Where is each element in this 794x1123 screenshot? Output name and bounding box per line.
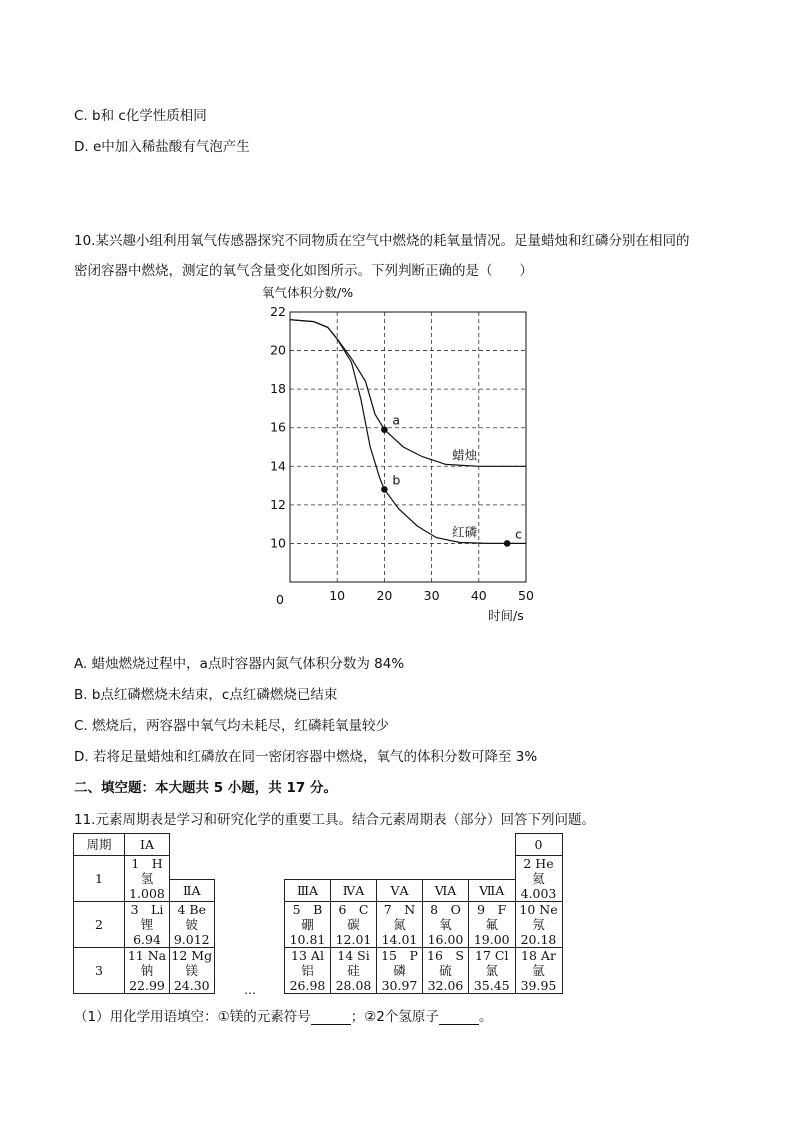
element-P: 15 P 磷 30.97 [377, 948, 423, 994]
element-Na: 11 Na 钠 22.99 [125, 948, 170, 994]
option-d-prev: D. e中加入稀盐酸有气泡产生 [74, 139, 250, 155]
q11-sub1 [74, 1005, 492, 1025]
q10-stem-line2: 密闭容器中燃烧，测定的氧气含量变化如图所示。下列判断正确的是（ ） [74, 263, 533, 279]
option-c-prev: C. b和 c化学性质相同 [74, 108, 207, 124]
group-2a-header: ⅡA [170, 880, 215, 902]
periodic-table-left [73, 833, 215, 994]
x-tick-label: 50 [518, 588, 534, 603]
element-Mg: 12 Mg 镁 24.30 [171, 948, 213, 993]
element-Cl: 17 Cl 氯 35.45 [469, 948, 516, 994]
q11-sub1-text-b: ；②2个氢原子 [350, 1009, 439, 1025]
element-N: 7 N 氮 14.01 [377, 902, 423, 948]
element-O: 8 O 氧 16.00 [423, 902, 469, 948]
q10-option-d: D. 若将足量蜡烛和红磷放在同一密闭容器中燃烧，氧气的体积分数可降至 3% [74, 749, 538, 765]
answer-blank-1[interactable] [311, 1012, 351, 1025]
point-a [381, 426, 388, 433]
group-1a-header: ⅠA [125, 834, 170, 856]
group-3a-header: ⅢA [285, 880, 331, 902]
element-B: 5 B 硼 10.81 [285, 902, 331, 948]
y-tick-label: 14 [270, 458, 286, 474]
q11-stem: 11.元素周期表是学习和研究化学的重要工具。结合元素周期表（部分）回答下列问题。 [74, 812, 595, 828]
plot-frame [290, 312, 526, 582]
y-tick-label: 16 [270, 419, 286, 435]
y-tick-label: 10 [270, 535, 286, 551]
element-Ar: 18 Ar 氩 39.95 [515, 948, 562, 994]
y-tick-label: 22 [270, 304, 286, 319]
point-label-a: a [392, 412, 401, 428]
x-tick-label: 20 [376, 588, 393, 603]
answer-blank-2[interactable] [439, 1012, 479, 1025]
periodic-table-right [284, 833, 563, 994]
element-Be: 4 Be 铍 9.012 [170, 902, 215, 948]
series-label-1: 红磷 [452, 524, 478, 540]
element-He: 2 He 氦 4.003 [515, 856, 562, 902]
x-axis-label: 时间/s [488, 608, 524, 622]
period-3: 3 [74, 948, 125, 994]
q10-option-b: B. b点红磷燃烧未结束，c点红磷燃烧已结束 [74, 687, 338, 703]
element-C: 6 C 碳 12.01 [331, 902, 377, 948]
table-ellipsis: … [244, 983, 256, 997]
element-Li: 3 Li 锂 6.94 [125, 902, 170, 948]
series-line-1 [290, 320, 526, 544]
point-label-c: c [515, 526, 522, 542]
q10-option-c: C. 燃烧后，两容器中氧气均未耗尽，红磷耗氧量较少 [74, 718, 390, 734]
point-c [504, 540, 511, 547]
element-S: 16 S 硫 32.06 [423, 948, 469, 994]
point-label-b: b [392, 472, 401, 488]
section-heading: 二、填空题：本大题共 5 小题，共 17 分。 [74, 780, 337, 796]
element-Al: 13 Al 铝 26.98 [285, 948, 331, 994]
q11-sub1-text-c: 。 [478, 1009, 493, 1025]
q10-stem-line1: 10.某兴趣小组利用氧气传感器探究不同物质在空气中燃烧的耗氧量情况。足量蜡烛和红磷分别在相同的 [74, 233, 690, 249]
y-tick-label: 12 [270, 496, 286, 512]
y-axis-label: 氧气体积分数/% [262, 285, 354, 300]
series-label-0: 蜡烛 [452, 447, 478, 463]
group-0-header: 0 [515, 834, 562, 856]
q11-sub1-text-a: （1）用化学用语填空：①镁的元素符号 [74, 1009, 311, 1025]
period-2: 2 [74, 902, 125, 948]
group-4a-header: ⅣA [331, 880, 377, 902]
origin-label: 0 [276, 592, 284, 607]
group-7a-header: ⅦA [469, 880, 516, 902]
point-b [381, 486, 388, 493]
period-header: 周期 [74, 834, 125, 856]
element-H: 1 H 氢 1.008 [125, 856, 170, 902]
x-tick-label: 40 [470, 588, 487, 603]
q10-option-a: A. 蜡烛燃烧过程中，a点时容器内氮气体积分数为 84% [74, 656, 405, 672]
group-6a-header: ⅥA [423, 880, 469, 902]
series-line-0 [290, 320, 526, 467]
group-5a-header: ⅤA [377, 880, 423, 902]
element-Ne: 10 Ne 氖 20.18 [515, 902, 562, 948]
element-F: 9 F 氟 19.00 [469, 902, 516, 948]
oxygen-chart [262, 282, 552, 622]
x-tick-label: 30 [423, 588, 440, 603]
y-tick-label: 18 [270, 381, 286, 397]
y-tick-label: 20 [270, 342, 286, 358]
element-Si: 14 Si 硅 28.08 [331, 948, 377, 994]
period-1: 1 [74, 856, 125, 902]
x-tick-label: 10 [329, 588, 346, 603]
